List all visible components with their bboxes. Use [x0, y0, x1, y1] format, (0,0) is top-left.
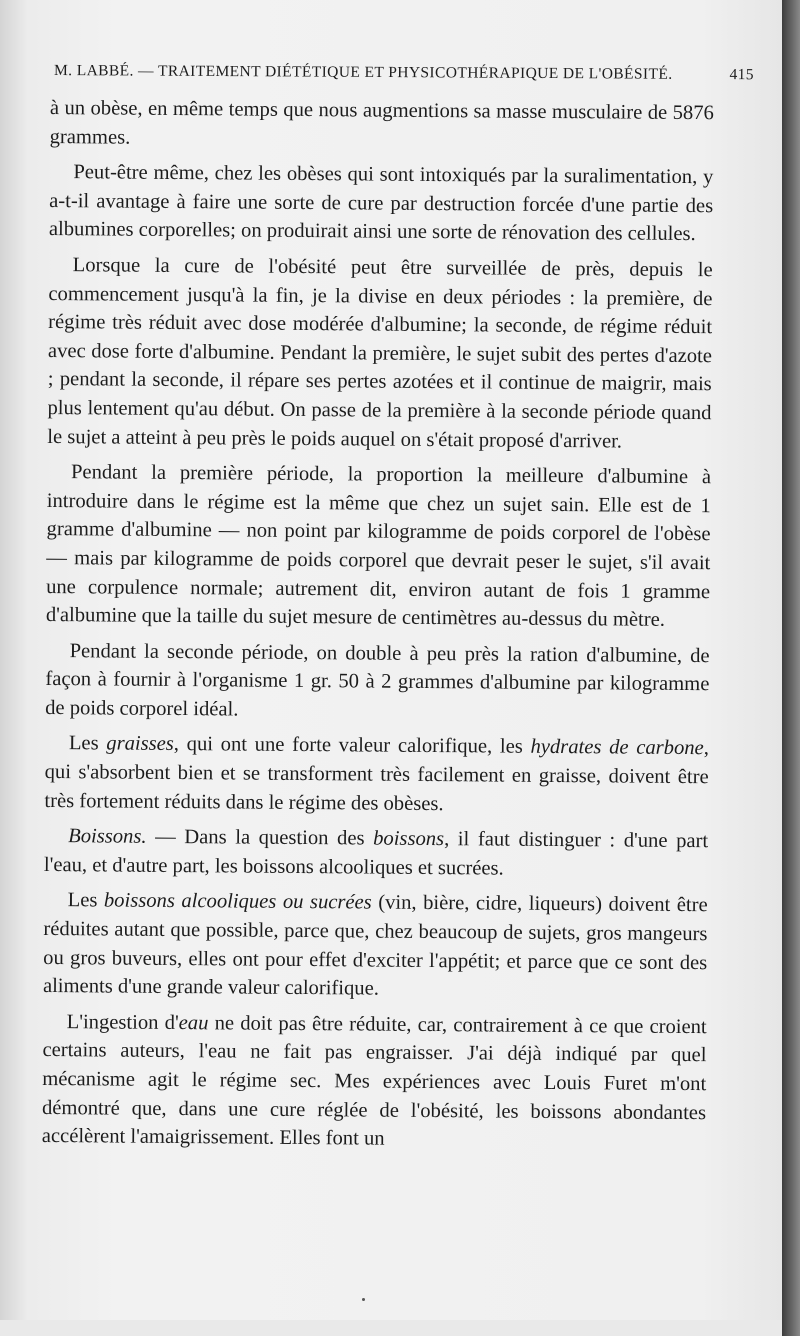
paragraph — [46, 458, 711, 635]
italic-text: boissons — [373, 827, 445, 851]
running-header — [54, 62, 754, 84]
italic-text: graisses — [106, 732, 174, 756]
text-run: Lorsque la cure de l'obésité peut être surveillée de près, depuis le commencement jusqu'à la fin, je la divise en deux périodes : la première, de régime très réduit avec dose modérée d'albumine; la seconde, de régime réduit avec dose forte d'albumine. Pendant la première, le sujet subit des pertes d'azote ; pendant la seconde, il répare ses pertes azotées et il continue de maigrir, mais plus lentement qu'au début. On passe de la première à la seconde période quand le sujet a atteint à peu près le poids auquel on s'était proposé d'arriver. — [47, 254, 713, 453]
italic-text: eau — [178, 1011, 209, 1035]
text-run: L'ingestion d' — [66, 1010, 179, 1034]
print-speck — [362, 1298, 365, 1301]
text-run: Pendant la première période, la proportion la meilleure d'albumine à introduire dans le régime est la même que chez un sujet sain. Elle est de 1 gramme d'albumine — non point par kilogramme de poids corporel de l'obèse — mais par kilogramme de poids corporel que devrait peser le sujet, s'il avait une corpulence normale; autrement dit, environ autant de fois 1 gramme d'albumine que la taille du sujet mesure de centimètres au-dessus du mètre. — [45, 461, 712, 631]
text-run: Les — [67, 889, 105, 912]
italic-text: boissons alcooliques ou sucrées — [103, 889, 372, 914]
paragraph — [49, 158, 714, 249]
page-number: 415 — [729, 66, 755, 84]
paragraph — [42, 1008, 707, 1156]
text-run: , il faut distinguer : d'une part l'eau, et d'autre part, les boissons alcooliques et sucrées. — [43, 828, 709, 880]
paragraph — [44, 729, 709, 820]
paragraph — [44, 822, 708, 884]
text-run: Pendant la seconde période, on double à peu près la ration d'albumine, de façon à fournir à l'organisme 1 gr. 50 à 2 grammes d'albumine par kilogramme de poids corporel idéal. — [45, 639, 710, 721]
paragraph — [43, 886, 708, 1006]
text-run: ne doit pas être réduite, car, contrairement à ce que croient certains auteurs, l'eau ne fait pas engraisser. J'ai déjà indiqué par quel mécanisme agit le régime sec. Mes expériences avec Louis Furet m'ont démontré que, dans une cure réglée de l'obésité, les boissons abondantes accélèrent l'amaigrissement. Elles font un — [41, 1012, 707, 1150]
page-edge-shadow — [782, 0, 800, 1336]
paragraph — [50, 94, 714, 156]
running-title: M. LABBÉ. — TRAITEMENT DIÉTÉTIQUE ET PHYSICOTHÉRAPIQUE DE L'OBÉSITÉ. — [53, 62, 673, 83]
text-run: (vin, bière, cidre, liqueurs) doivent être réduites autant que possible, parce que, chez beaucoup de sujets, gros mangeurs ou gros buveurs, elles ont pour effet d'exciter l'appétit; et parce que ce sont des aliments d'une grande valeur calorifique. — [42, 891, 708, 1000]
text-run: Les — [68, 732, 107, 755]
paragraph — [45, 637, 710, 728]
text-run: à un obèse, en même temps que nous augmentions sa masse musculaire de 5876 grammes. — [49, 96, 714, 149]
body-text — [42, 94, 714, 1163]
text-run: , qui s'absorbent bien et se transforment très facilement en graisse, doivent être très fortement réduits dans le régime des obèses. — [44, 737, 709, 815]
text-run: , qui ont une forte valeur calorifique, les — [173, 733, 531, 759]
italic-text: hydrates de carbone — [530, 736, 704, 760]
text-run: Peut-être même, chez les obèses qui sont intoxiqués par la suralimentation, y a-t-il avantage à faire une sorte de cure par destruction forcée d'une partie des albumines corporelles; on produirait ainsi une sorte de rénovation des cellules. — [48, 161, 714, 246]
paragraph — [47, 251, 713, 456]
italic-text: Boissons. — [68, 825, 147, 849]
text-run: — Dans la question des — [146, 826, 374, 850]
